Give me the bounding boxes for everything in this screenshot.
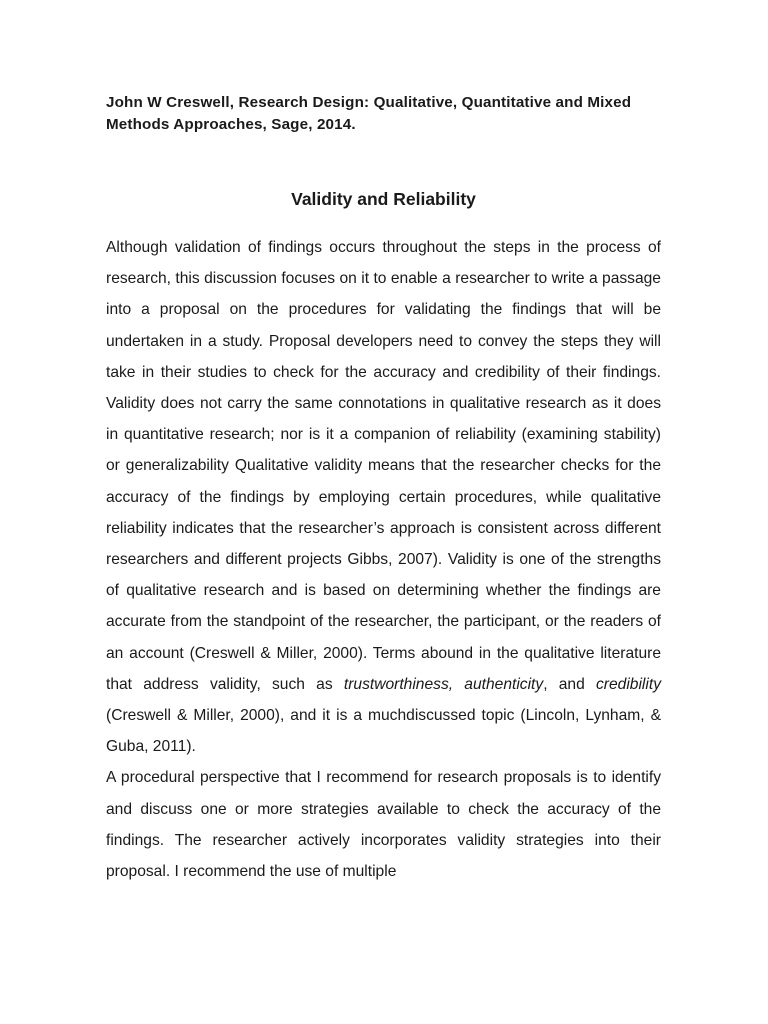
paragraph-1-italic-credibility: credibility [596, 675, 661, 693]
paragraph-1-text-b: , and [543, 675, 596, 693]
citation: John W Creswell, Research Design: Qualitative, Quantitative and Mixed Methods Approaches, Sage, 2014. [106, 94, 632, 133]
paragraph-1-text-a: Although validation of findings occurs throughout the steps in the process of research, this discussion focuses on it to enable a researcher to write a passage into a proposal on the procedures for validating the findings that will be undertaken in a study. Proposal developers need to convey the steps they will take in their studies to check for the accuracy and credibility of their findings. Validity does not carry the same connotations in qualitative research as it does in quantitative research; nor is it a companion of reliability (examining stability) or generalizability Qualitative validity means that the researcher checks for the accuracy of the findings by employing certain procedures, while qualitative reliability indicates that the researcher’s approach is consistent across different researchers and different projects Gibbs, 2007). Validity is one of the strengths of qualitative research and is based on determining whether the findings are accurate from the standpoint of the researcher, the participant, or the readers of an account (Creswell & Miller, 2000). Terms abound in the qualitative literature that address validity, such as [106, 239, 661, 693]
document-content [106, 92, 661, 887]
section-title: Validity and Reliability [291, 189, 476, 209]
paragraph-2: A procedural perspective that I recommend for research proposals is to identify and discuss one or more strategies available to check the accuracy of the findings. The researcher actively incorporates validity strategies into their proposal. I recommend the use of multiple [106, 769, 661, 881]
paragraph-1 [106, 232, 661, 762]
paragraph-1-italic-terms: trustworthiness, authenticity [343, 675, 544, 693]
paragraph-1-text-c: (Creswell & Miller, 2000), and it is a muchdiscussed topic (Lincoln, Lynham, & Guba, 2011). [106, 707, 661, 756]
